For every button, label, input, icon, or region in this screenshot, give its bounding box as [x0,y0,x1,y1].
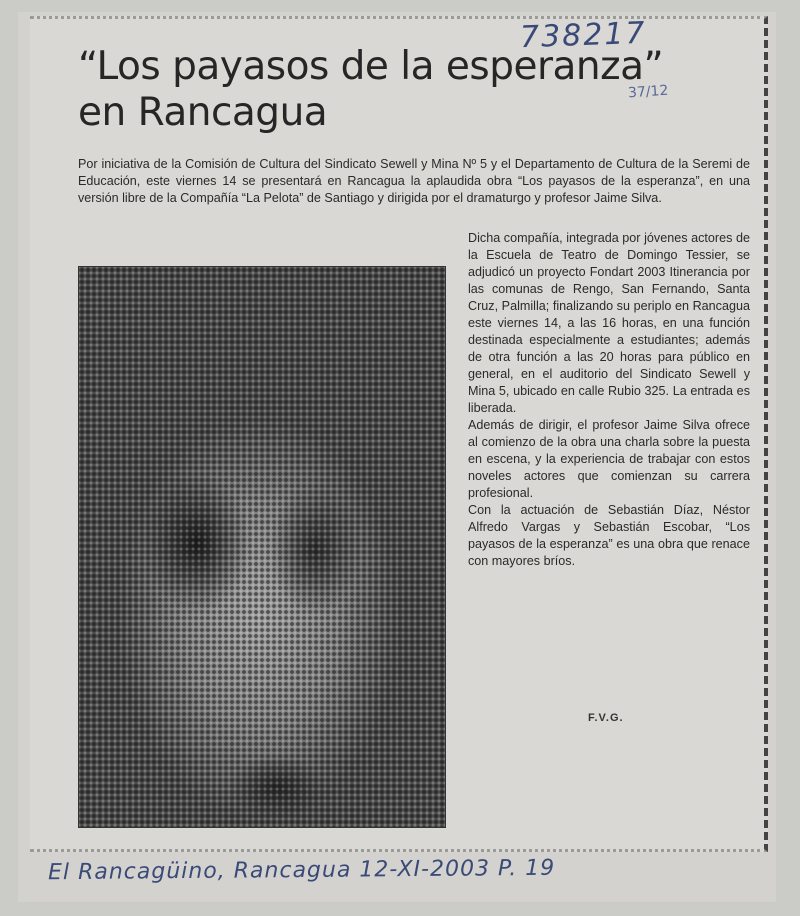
headline-line-2: en Rancagua [78,90,328,135]
archive-number-handwritten: 738217 [519,15,648,56]
body-paragraph: Con la actuación de Sebastián Díaz, Néstor Alfredo Vargas y Sebastián Escobar, “Los payasos de la esperanza” es una obra que renace con mayores bríos. [468,503,750,568]
clown-face-photo [78,266,446,828]
archive-subnumber-handwritten: 37/12 [627,82,669,102]
body-paragraph: Dicha compañía, integrada por jóvenes actores de la Escuela de Teatro de Domingo Tessier, se adjudicó un proyecto Fondart 2003 Itinerancia por las comunas de Rengo, San Fernando, Santa Cruz, Palmilla; finalizando su periplo en Rancagua este viernes 14, a las 16 horas, en una función destinada especialmente a estudiantes; además de otra función a las 20 horas para público en general, en el auditorio del Sindicato Sewell y Mina 5, ubicado en calle Rubio 325. La entrada es liberada. [468,231,750,415]
article-byline: F.V.G. [588,712,624,724]
headline-line-1: “Los payasos de la esperanza” [78,44,664,89]
article-lead: Por iniciativa de la Comisión de Cultura del Sindicato Sewell y Mina Nº 5 y el Departamento de Cultura de la Seremi de Educación, este viernes 14 se presentará en Rancagua la aplaudida obra “Los payasos de la esperanza”, en una versión libre de la Compañía “La Pelota” de Santiago y dirigida por el dramaturgo y profesor Jaime Silva. [78,157,750,205]
article-headline [78,44,663,136]
body-paragraph: Además de dirigir, el profesor Jaime Silva ofrece al comienzo de la obra una charla sobre la puesta en escena, y la experiencia de trabajar con estos noveles actores que comienzan su carrera profesional. [468,418,750,500]
article-body-column [468,230,750,570]
source-annotation-handwritten: El Rancagüino, Rancagua 12-XI-2003 P. 19 [47,855,556,886]
